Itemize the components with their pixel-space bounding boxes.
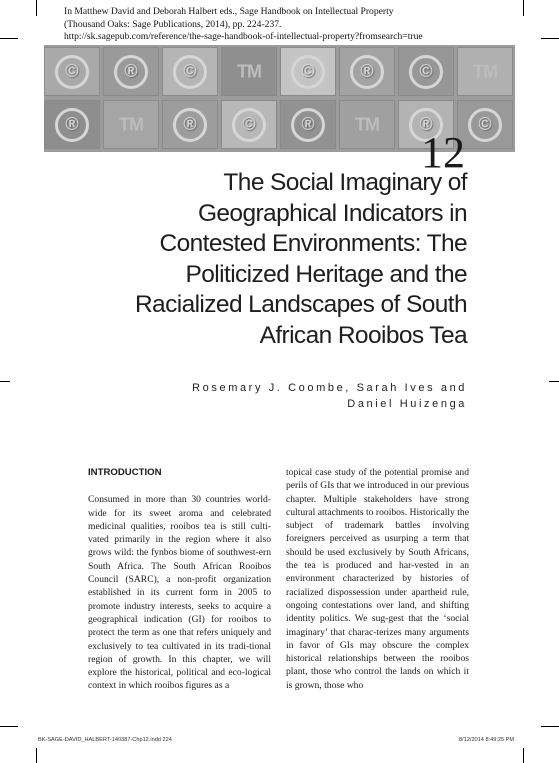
citation-line: (Thousand Oaks: Sage Publications, 2014), pp. 224-237. [64,18,282,30]
author-list [192,380,467,412]
registered-icon: ® [55,108,89,142]
banner-tile [44,100,100,149]
banner-tile [162,47,218,96]
trademark-icon: TM [119,114,143,134]
banner-tile [44,47,100,96]
copyright-icon: © [55,55,89,89]
crop-mark [0,726,18,727]
banner-tile [280,47,336,96]
citation-header [64,6,534,44]
title-line: The Social Imaginary of [223,169,467,196]
crop-mark [0,38,18,39]
body-column-right [286,466,469,692]
author-line: Daniel Huizenga [347,398,467,410]
chapter-title [47,168,467,351]
registered-icon: ® [114,55,148,89]
copyright-icon: © [173,55,207,89]
trademark-icon: TM [473,61,497,81]
copyright-icon: © [468,108,502,142]
crop-mark [541,38,559,39]
banner-tile [221,100,277,149]
title-line: Racialized Landscapes of South [134,291,467,318]
print-slug-timestamp: 8/12/2014 8:49:25 PM [459,737,515,743]
body-paragraph: topical case study of the potential promise and perils of GIs that we introduced in our previous chapter. Multiple stakeholders have strong cultural attachments to rooibos. Historically the subject of trademark battles involving foreigners perceived as usurping a term that should be used exclusively by South Africans, the tea is produced and har-vested in an environment characterized by histories of racialized dispossession under apartheid rule, ongoing contestations over land, and shifting identity politics. We sug-gest that the ‘social imaginary’ that charac-terizes many arguments in favor of GIs may obscure the complex historical relationships between the rooibos plant, those who control the lands on which it is grown, those who [286,467,469,691]
crop-mark [36,0,37,16]
banner-tile [221,47,277,96]
chapter-banner [44,45,515,177]
registered-icon: ® [350,55,384,89]
print-slug-file: BK-SAGE-DAVID_HALBERT-140387-Chp12.indd 224 [38,737,172,743]
banner-tile [103,47,159,96]
banner-tile [457,47,513,96]
registration-mark [549,381,559,382]
author-line: Rosemary J. Coombe, Sarah Ives and [192,382,467,394]
citation-url[interactable]: http://sk.sagepub.com/reference/the-sage-handbook-of-intellectual-property?fromsearch=true [64,31,423,43]
banner-tile [162,100,218,149]
crop-mark [36,748,37,763]
copyright-icon: © [291,55,325,89]
registration-mark [0,381,10,382]
registered-icon: ® [173,108,207,142]
body-paragraph: Consumed in more than 30 countries world-wide for its sweet aroma and celebrated medicinal qualities, rooibos tea is still culti-vated primarily in the region where it also grows wild: the fynbos biome of southwest-ern South Africa. The South African Rooibos Council (SARC), a non-profit organization established in its current form in 2005 to promote industry interests, seeks to acquire a geographical indication (GI) for rooibos to protect the term as one that refers uniquely and exclusively to tea cultivated in its tradi-tional region of growth. In this chapter, we will explore the historical, political and eco-logical context in which rooibos figures as a [88,494,271,692]
registered-icon: ® [409,108,443,142]
section-heading: INTRODUCTION [88,467,162,478]
title-line: Geographical Indicators in [197,199,467,227]
banner-tile [398,47,454,96]
trademark-icon: TM [355,114,379,134]
banner-tile [339,100,395,149]
banner-tile [457,100,513,149]
banner-tile [339,47,395,96]
title-line: Contested Environments: The [159,230,467,257]
body-column-left [88,466,271,693]
crop-mark [541,726,559,727]
title-line: African Rooibos Tea [259,321,467,349]
title-line: Politicized Heritage and the [185,260,467,288]
citation-line: In Matthew David and Deborah Halbert eds., Sage Handbook on Intellectual Property [64,6,394,17]
crop-mark [523,748,524,763]
registered-icon: ® [291,108,325,142]
copyright-icon: © [409,55,443,89]
chapter-number: 12 [421,128,465,177]
copyright-icon: © [232,108,266,142]
banner-tile [280,100,336,149]
banner-tile [103,100,159,149]
trademark-icon: TM [237,61,261,81]
